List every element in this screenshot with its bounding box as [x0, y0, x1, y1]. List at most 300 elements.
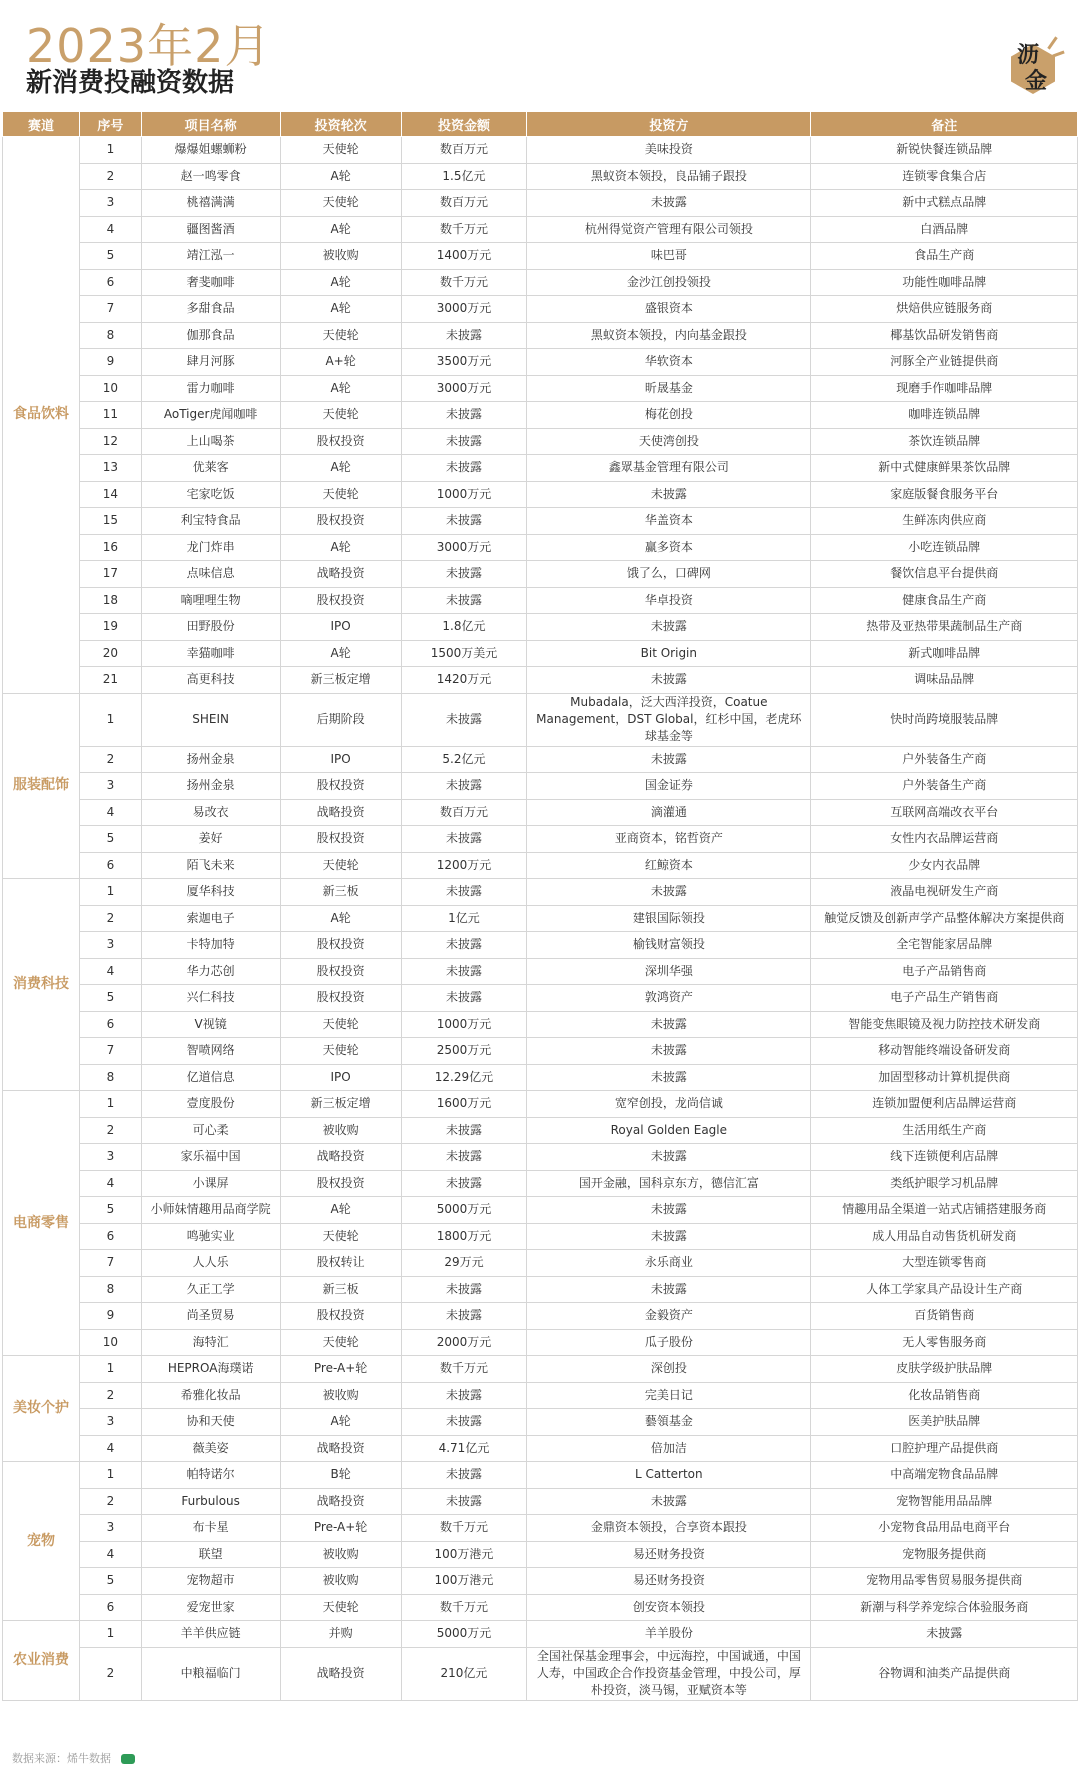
table-cell: 3000万元	[401, 296, 527, 323]
table-cell: 完美日记	[527, 1382, 811, 1409]
table-cell: 索迦电子	[141, 905, 280, 932]
table-cell: A轮	[280, 375, 401, 402]
table-cell: 4	[80, 216, 142, 243]
table-cell: 未披露	[527, 1038, 811, 1065]
table-cell: 2	[80, 1117, 142, 1144]
table-row	[3, 1223, 1078, 1250]
brand-logo	[1005, 30, 1063, 96]
page-title-year: 2023年2月	[26, 19, 272, 73]
table-cell: 未披露	[527, 1011, 811, 1038]
table-cell: 4	[80, 1170, 142, 1197]
table-cell: A轮	[280, 1197, 401, 1224]
category-cell: 消费科技	[3, 879, 80, 1091]
table-cell: 热带及亚热带果蔬制品生产商	[811, 614, 1078, 641]
table-cell: HEPROA海璞诺	[141, 1356, 280, 1383]
table-cell: 1200万元	[401, 852, 527, 879]
table-cell: 华盖资本	[527, 508, 811, 535]
logo-ray-icon	[1047, 36, 1057, 49]
table-cell: 1	[80, 879, 142, 906]
table-cell: 易还财务投资	[527, 1568, 811, 1595]
table-cell: 2500万元	[401, 1038, 527, 1065]
table-row	[3, 1117, 1078, 1144]
table-cell: 战略投资	[280, 1488, 401, 1515]
table-cell: 肆月河豚	[141, 349, 280, 376]
table-row	[3, 640, 1078, 667]
table-cell: 5.2亿元	[401, 746, 527, 773]
table-row	[3, 932, 1078, 959]
table-cell: 股权投资	[280, 428, 401, 455]
table-cell: 医美护肤品牌	[811, 1409, 1078, 1436]
table-cell: 7	[80, 1250, 142, 1277]
table-cell: 深创投	[527, 1356, 811, 1383]
table-cell: 户外装备生产商	[811, 746, 1078, 773]
table-cell: 3	[80, 1409, 142, 1436]
table-cell: 未披露	[401, 1276, 527, 1303]
table-cell: 6	[80, 1011, 142, 1038]
table-cell: 天使轮	[280, 852, 401, 879]
table-row	[3, 1515, 1078, 1542]
table-cell: 智能变焦眼镜及视力防控技术研发商	[811, 1011, 1078, 1038]
table-cell: 8	[80, 322, 142, 349]
table-row	[3, 243, 1078, 270]
table-row	[3, 1303, 1078, 1330]
table-cell: 爆爆姐螺蛳粉	[141, 137, 280, 164]
table-cell: 股权投资	[280, 1170, 401, 1197]
table-cell: 被收购	[280, 1117, 401, 1144]
table-cell: 1亿元	[401, 905, 527, 932]
table-header-row	[3, 112, 1078, 137]
table-cell: A轮	[280, 296, 401, 323]
table-cell: 赢多资本	[527, 534, 811, 561]
table-row	[3, 1276, 1078, 1303]
table-cell: 小课屏	[141, 1170, 280, 1197]
table-cell: 战略投资	[280, 1144, 401, 1171]
table-cell: 久正工学	[141, 1276, 280, 1303]
table-row	[3, 1170, 1078, 1197]
table-cell: 红鲸资本	[527, 852, 811, 879]
table-cell: 2	[80, 163, 142, 190]
table-cell: 可心柔	[141, 1117, 280, 1144]
table-cell: 永乐商业	[527, 1250, 811, 1277]
table-cell: 未披露	[527, 879, 811, 906]
table-cell: 姜好	[141, 826, 280, 853]
table-cell: 股权投资	[280, 932, 401, 959]
table-cell: 健康食品生产商	[811, 587, 1078, 614]
table-cell: 宠物智能用品品牌	[811, 1488, 1078, 1515]
source-text: 数据来源：烯牛数据	[12, 1752, 111, 1765]
table-cell: 7	[80, 1038, 142, 1065]
table-body	[3, 137, 1078, 1701]
table-cell: 天使轮	[280, 402, 401, 429]
table-cell: 扬州金泉	[141, 746, 280, 773]
table-cell: 新三板定增	[280, 667, 401, 694]
column-header: 投资方	[527, 112, 811, 137]
table-cell: 咖啡连锁品牌	[811, 402, 1078, 429]
table-cell: 移动智能终端设备研发商	[811, 1038, 1078, 1065]
table-cell: 4	[80, 1541, 142, 1568]
table-cell: 利宝特食品	[141, 508, 280, 535]
table-cell: 1420万元	[401, 667, 527, 694]
table-cell: 智喷网络	[141, 1038, 280, 1065]
table-cell: 天使轮	[280, 481, 401, 508]
table-cell: 5	[80, 243, 142, 270]
table-cell: 连锁加盟便利店品牌运营商	[811, 1091, 1078, 1118]
table-cell: 触觉反馈及创新声学产品整体解决方案提供商	[811, 905, 1078, 932]
table-cell: 1	[80, 693, 142, 746]
column-header: 项目名称	[141, 112, 280, 137]
table-cell: 12	[80, 428, 142, 455]
table-cell: 战略投资	[280, 1435, 401, 1462]
table-cell: 天使轮	[280, 1011, 401, 1038]
table-cell: 21	[80, 667, 142, 694]
table-row	[3, 667, 1078, 694]
table-cell: 8	[80, 1064, 142, 1091]
table-cell: 口腔护理产品提供商	[811, 1435, 1078, 1462]
table-cell: 谷物调和油类产品提供商	[811, 1647, 1078, 1700]
table-cell: 椰基饮品研发销售商	[811, 322, 1078, 349]
table-cell: 15	[80, 508, 142, 535]
table-cell: 100万港元	[401, 1541, 527, 1568]
table-row	[3, 1462, 1078, 1489]
table-cell: 上山喝茶	[141, 428, 280, 455]
table-cell: 1	[80, 137, 142, 164]
table-cell: 未披露	[401, 1303, 527, 1330]
table-cell: 未披露	[401, 932, 527, 959]
table-cell: 奢斐咖啡	[141, 269, 280, 296]
table-cell: 宽窄创投，龙尚信诚	[527, 1091, 811, 1118]
table-cell: 新三板定增	[280, 1091, 401, 1118]
category-cell: 电商零售	[3, 1091, 80, 1356]
table-cell: 雷力咖啡	[141, 375, 280, 402]
table-cell: 天使轮	[280, 1594, 401, 1621]
table-cell: 2	[80, 1382, 142, 1409]
table-cell: 伽那食品	[141, 322, 280, 349]
table-cell: 1	[80, 1462, 142, 1489]
table-cell: 20	[80, 640, 142, 667]
footer-source	[12, 1750, 135, 1766]
table-row	[3, 1568, 1078, 1595]
table-cell: 桃禧满满	[141, 190, 280, 217]
table-cell: 榆钱财富领投	[527, 932, 811, 959]
table-cell: 新中式健康鲜果茶饮品牌	[811, 455, 1078, 482]
table-cell: 天使轮	[280, 322, 401, 349]
table-cell: 5	[80, 985, 142, 1012]
table-cell: 6	[80, 852, 142, 879]
table-cell: 4	[80, 1435, 142, 1462]
table-row	[3, 773, 1078, 800]
table-cell: 中高端宠物食品品牌	[811, 1462, 1078, 1489]
table-cell: 未披露	[401, 561, 527, 588]
table-cell: A轮	[280, 1409, 401, 1436]
table-cell: 女性内衣品牌运营商	[811, 826, 1078, 853]
table-cell: 12.29亿元	[401, 1064, 527, 1091]
table-cell: 16	[80, 534, 142, 561]
category-cell: 服装配饰	[3, 693, 80, 879]
table-cell: 新潮与科学养宠综合体验服务商	[811, 1594, 1078, 1621]
table-cell: 未披露	[401, 1488, 527, 1515]
table-cell: 未披露	[401, 1382, 527, 1409]
table-cell: 未披露	[401, 587, 527, 614]
table-cell: 股权投资	[280, 773, 401, 800]
table-cell: 股权投资	[280, 508, 401, 535]
table-cell: 陌飞未来	[141, 852, 280, 879]
table-row	[3, 534, 1078, 561]
table-row	[3, 1621, 1078, 1648]
table-cell: 战略投资	[280, 799, 401, 826]
table-cell: 新式咖啡品牌	[811, 640, 1078, 667]
table-cell: 7	[80, 296, 142, 323]
table-cell: 多甜食品	[141, 296, 280, 323]
column-header: 投资轮次	[280, 112, 401, 137]
table-cell: 未披露	[401, 773, 527, 800]
table-cell: 被收购	[280, 1541, 401, 1568]
table-cell: IPO	[280, 1064, 401, 1091]
table-cell: 5000万元	[401, 1621, 527, 1648]
table-cell: 全国社保基金理事会，中远海控，中国诚通，中国人寿，中国政企合作投资基金管理，中投公司，厚朴投资，淡马锡，亚赋资本等	[527, 1647, 811, 1700]
table-row	[3, 455, 1078, 482]
table-cell: 未披露	[401, 508, 527, 535]
category-cell: 农业消费	[3, 1621, 80, 1701]
table-cell: SHEIN	[141, 693, 280, 746]
table-cell: 数百万元	[401, 799, 527, 826]
table-row	[3, 1409, 1078, 1436]
table-row	[3, 1250, 1078, 1277]
table-cell: 尚圣贸易	[141, 1303, 280, 1330]
table-cell: 战略投资	[280, 561, 401, 588]
table-cell: 味巴哥	[527, 243, 811, 270]
table-cell: 1000万元	[401, 481, 527, 508]
table-cell: 股权投资	[280, 985, 401, 1012]
table-row	[3, 1091, 1078, 1118]
table-row	[3, 561, 1078, 588]
table-cell: 后期阶段	[280, 693, 401, 746]
table-cell: 并购	[280, 1621, 401, 1648]
table-cell: 未披露	[527, 1276, 811, 1303]
table-cell: A轮	[280, 269, 401, 296]
table-cell: 1	[80, 1356, 142, 1383]
table-cell: 鸣驰实业	[141, 1223, 280, 1250]
table-cell: 大型连锁零售商	[811, 1250, 1078, 1277]
table-cell: 未披露	[401, 826, 527, 853]
table-cell: 中粮福临门	[141, 1647, 280, 1700]
table-row	[3, 614, 1078, 641]
table-row	[3, 826, 1078, 853]
table-cell: 1600万元	[401, 1091, 527, 1118]
table-cell: 股权投资	[280, 587, 401, 614]
table-cell: 滴灌通	[527, 799, 811, 826]
table-cell: 金毅资产	[527, 1303, 811, 1330]
table-cell: A+轮	[280, 349, 401, 376]
table-cell: 高更科技	[141, 667, 280, 694]
table-row	[3, 349, 1078, 376]
table-cell: IPO	[280, 614, 401, 641]
table-cell: 天使湾创投	[527, 428, 811, 455]
table-row	[3, 402, 1078, 429]
table-cell: 宅家吃饭	[141, 481, 280, 508]
xiniu-logo-icon	[121, 1754, 135, 1764]
table-cell: 未披露	[401, 1409, 527, 1436]
table-cell: 情趣用品全渠道一站式店铺搭建服务商	[811, 1197, 1078, 1224]
table-cell: 数千万元	[401, 1515, 527, 1542]
table-row	[3, 1541, 1078, 1568]
table-cell: 白酒品牌	[811, 216, 1078, 243]
table-cell: 未披露	[527, 614, 811, 641]
table-cell: 华软资本	[527, 349, 811, 376]
table-cell: AoTiger虎闻咖啡	[141, 402, 280, 429]
table-row	[3, 1144, 1078, 1171]
table-cell: 薇美姿	[141, 1435, 280, 1462]
table-cell: 盛银资本	[527, 296, 811, 323]
table-cell: 未披露	[401, 322, 527, 349]
table-cell: 未披露	[527, 1223, 811, 1250]
table-cell: 黑蚁资本领投，良品铺子跟投	[527, 163, 811, 190]
table-cell: 深圳华强	[527, 958, 811, 985]
table-cell: 茶饮连锁品牌	[811, 428, 1078, 455]
table-row	[3, 508, 1078, 535]
table-cell: 100万港元	[401, 1568, 527, 1595]
table-cell: 被收购	[280, 1382, 401, 1409]
table-cell: 未披露	[401, 1144, 527, 1171]
table-cell: 3	[80, 1515, 142, 1542]
table-cell: 被收购	[280, 243, 401, 270]
table-cell: 未披露	[401, 985, 527, 1012]
table-row	[3, 269, 1078, 296]
table-cell: 天使轮	[280, 1223, 401, 1250]
table-row	[3, 693, 1078, 746]
table-cell: 9	[80, 1303, 142, 1330]
column-header: 赛道	[3, 112, 80, 137]
table-row	[3, 1038, 1078, 1065]
table-cell: 小吃连锁品牌	[811, 534, 1078, 561]
table-cell: 5	[80, 1197, 142, 1224]
table-row	[3, 746, 1078, 773]
table-cell: 未披露	[401, 1170, 527, 1197]
table-cell: 未披露	[527, 1197, 811, 1224]
table-cell: 未披露	[401, 1117, 527, 1144]
table-cell: 壹度股份	[141, 1091, 280, 1118]
table-cell: 新锐快餐连锁品牌	[811, 137, 1078, 164]
table-cell: 田野股份	[141, 614, 280, 641]
table-cell: 厦华科技	[141, 879, 280, 906]
table-cell: 5	[80, 1568, 142, 1595]
table-row	[3, 879, 1078, 906]
table-cell: 3500万元	[401, 349, 527, 376]
table-cell: 食品生产商	[811, 243, 1078, 270]
table-cell: 10	[80, 1329, 142, 1356]
table-cell: 电子产品销售商	[811, 958, 1078, 985]
table-cell: Pre-A+轮	[280, 1356, 401, 1383]
financing-table	[2, 111, 1078, 1701]
table-cell: 11	[80, 402, 142, 429]
table-cell: 数千万元	[401, 1356, 527, 1383]
table-cell: 6	[80, 1594, 142, 1621]
table-cell: 户外装备生产商	[811, 773, 1078, 800]
table-cell: 6	[80, 1223, 142, 1250]
table-cell: 羊羊股份	[527, 1621, 811, 1648]
table-cell: 2	[80, 1647, 142, 1700]
table-cell: 建银国际领投	[527, 905, 811, 932]
table-cell: 股权投资	[280, 826, 401, 853]
table-cell: 4	[80, 958, 142, 985]
table-cell: 未披露	[527, 1144, 811, 1171]
table-cell: 10	[80, 375, 142, 402]
table-cell: 成人用品自动售货机研发商	[811, 1223, 1078, 1250]
table-cell: 兴仁科技	[141, 985, 280, 1012]
table-row	[3, 1488, 1078, 1515]
table-row	[3, 322, 1078, 349]
table-cell: 210亿元	[401, 1647, 527, 1700]
table-cell: 敦鸿资产	[527, 985, 811, 1012]
table-cell: 未披露	[527, 667, 811, 694]
table-cell: 家乐福中国	[141, 1144, 280, 1171]
table-cell: 天使轮	[280, 1038, 401, 1065]
table-row	[3, 1435, 1078, 1462]
table-cell: 现磨手作咖啡品牌	[811, 375, 1078, 402]
table-cell: 2000万元	[401, 1329, 527, 1356]
table-cell: 宠物超市	[141, 1568, 280, 1595]
table-cell: Mubadala，泛大西洋投资，Coatue Management，DST Global，红杉中国，老虎环球基金等	[527, 693, 811, 746]
table-cell: 未披露	[401, 428, 527, 455]
category-cell: 食品饮料	[3, 137, 80, 694]
table-cell: 13	[80, 455, 142, 482]
table-cell: 卡特加特	[141, 932, 280, 959]
table-cell: A轮	[280, 455, 401, 482]
table-cell: 未披露	[527, 1064, 811, 1091]
table-cell: 29万元	[401, 1250, 527, 1277]
table-cell: 2	[80, 1488, 142, 1515]
column-header: 序号	[80, 112, 142, 137]
column-header: 投资金额	[401, 112, 527, 137]
table-cell: 未披露	[401, 958, 527, 985]
table-row	[3, 428, 1078, 455]
logo-text: 沥	[1017, 43, 1040, 68]
table-row	[3, 481, 1078, 508]
table-cell: 华卓投资	[527, 587, 811, 614]
table-cell: 未披露	[401, 402, 527, 429]
table-cell: 类纸护眼学习机品牌	[811, 1170, 1078, 1197]
table-cell: 18	[80, 587, 142, 614]
table-cell: Bit Origin	[527, 640, 811, 667]
table-cell: 人人乐	[141, 1250, 280, 1277]
table-cell: 3	[80, 1144, 142, 1171]
table-row	[3, 1594, 1078, 1621]
table-row	[3, 587, 1078, 614]
table-cell: 爱宠世家	[141, 1594, 280, 1621]
table-cell: 赵一鸣零食	[141, 163, 280, 190]
table-cell: 新三板	[280, 879, 401, 906]
table-cell: 8	[80, 1276, 142, 1303]
table-row	[3, 985, 1078, 1012]
table-row	[3, 905, 1078, 932]
table-cell: 1	[80, 1091, 142, 1118]
table-cell: IPO	[280, 746, 401, 773]
table-cell: L Catterton	[527, 1462, 811, 1489]
table-cell: 布卡星	[141, 1515, 280, 1542]
table-cell: 1800万元	[401, 1223, 527, 1250]
table-cell: 少女内衣品牌	[811, 852, 1078, 879]
table-row	[3, 1064, 1078, 1091]
logo-text: 金	[1025, 69, 1048, 94]
table-cell: 易改衣	[141, 799, 280, 826]
table-cell: 生活用纸生产商	[811, 1117, 1078, 1144]
table-cell: 数千万元	[401, 1594, 527, 1621]
table-cell: 餐饮信息平台提供商	[811, 561, 1078, 588]
table-cell: 数千万元	[401, 269, 527, 296]
table-row	[3, 1647, 1078, 1700]
table-row	[3, 375, 1078, 402]
table-cell: 天使轮	[280, 137, 401, 164]
table-cell: 藝領基金	[527, 1409, 811, 1436]
